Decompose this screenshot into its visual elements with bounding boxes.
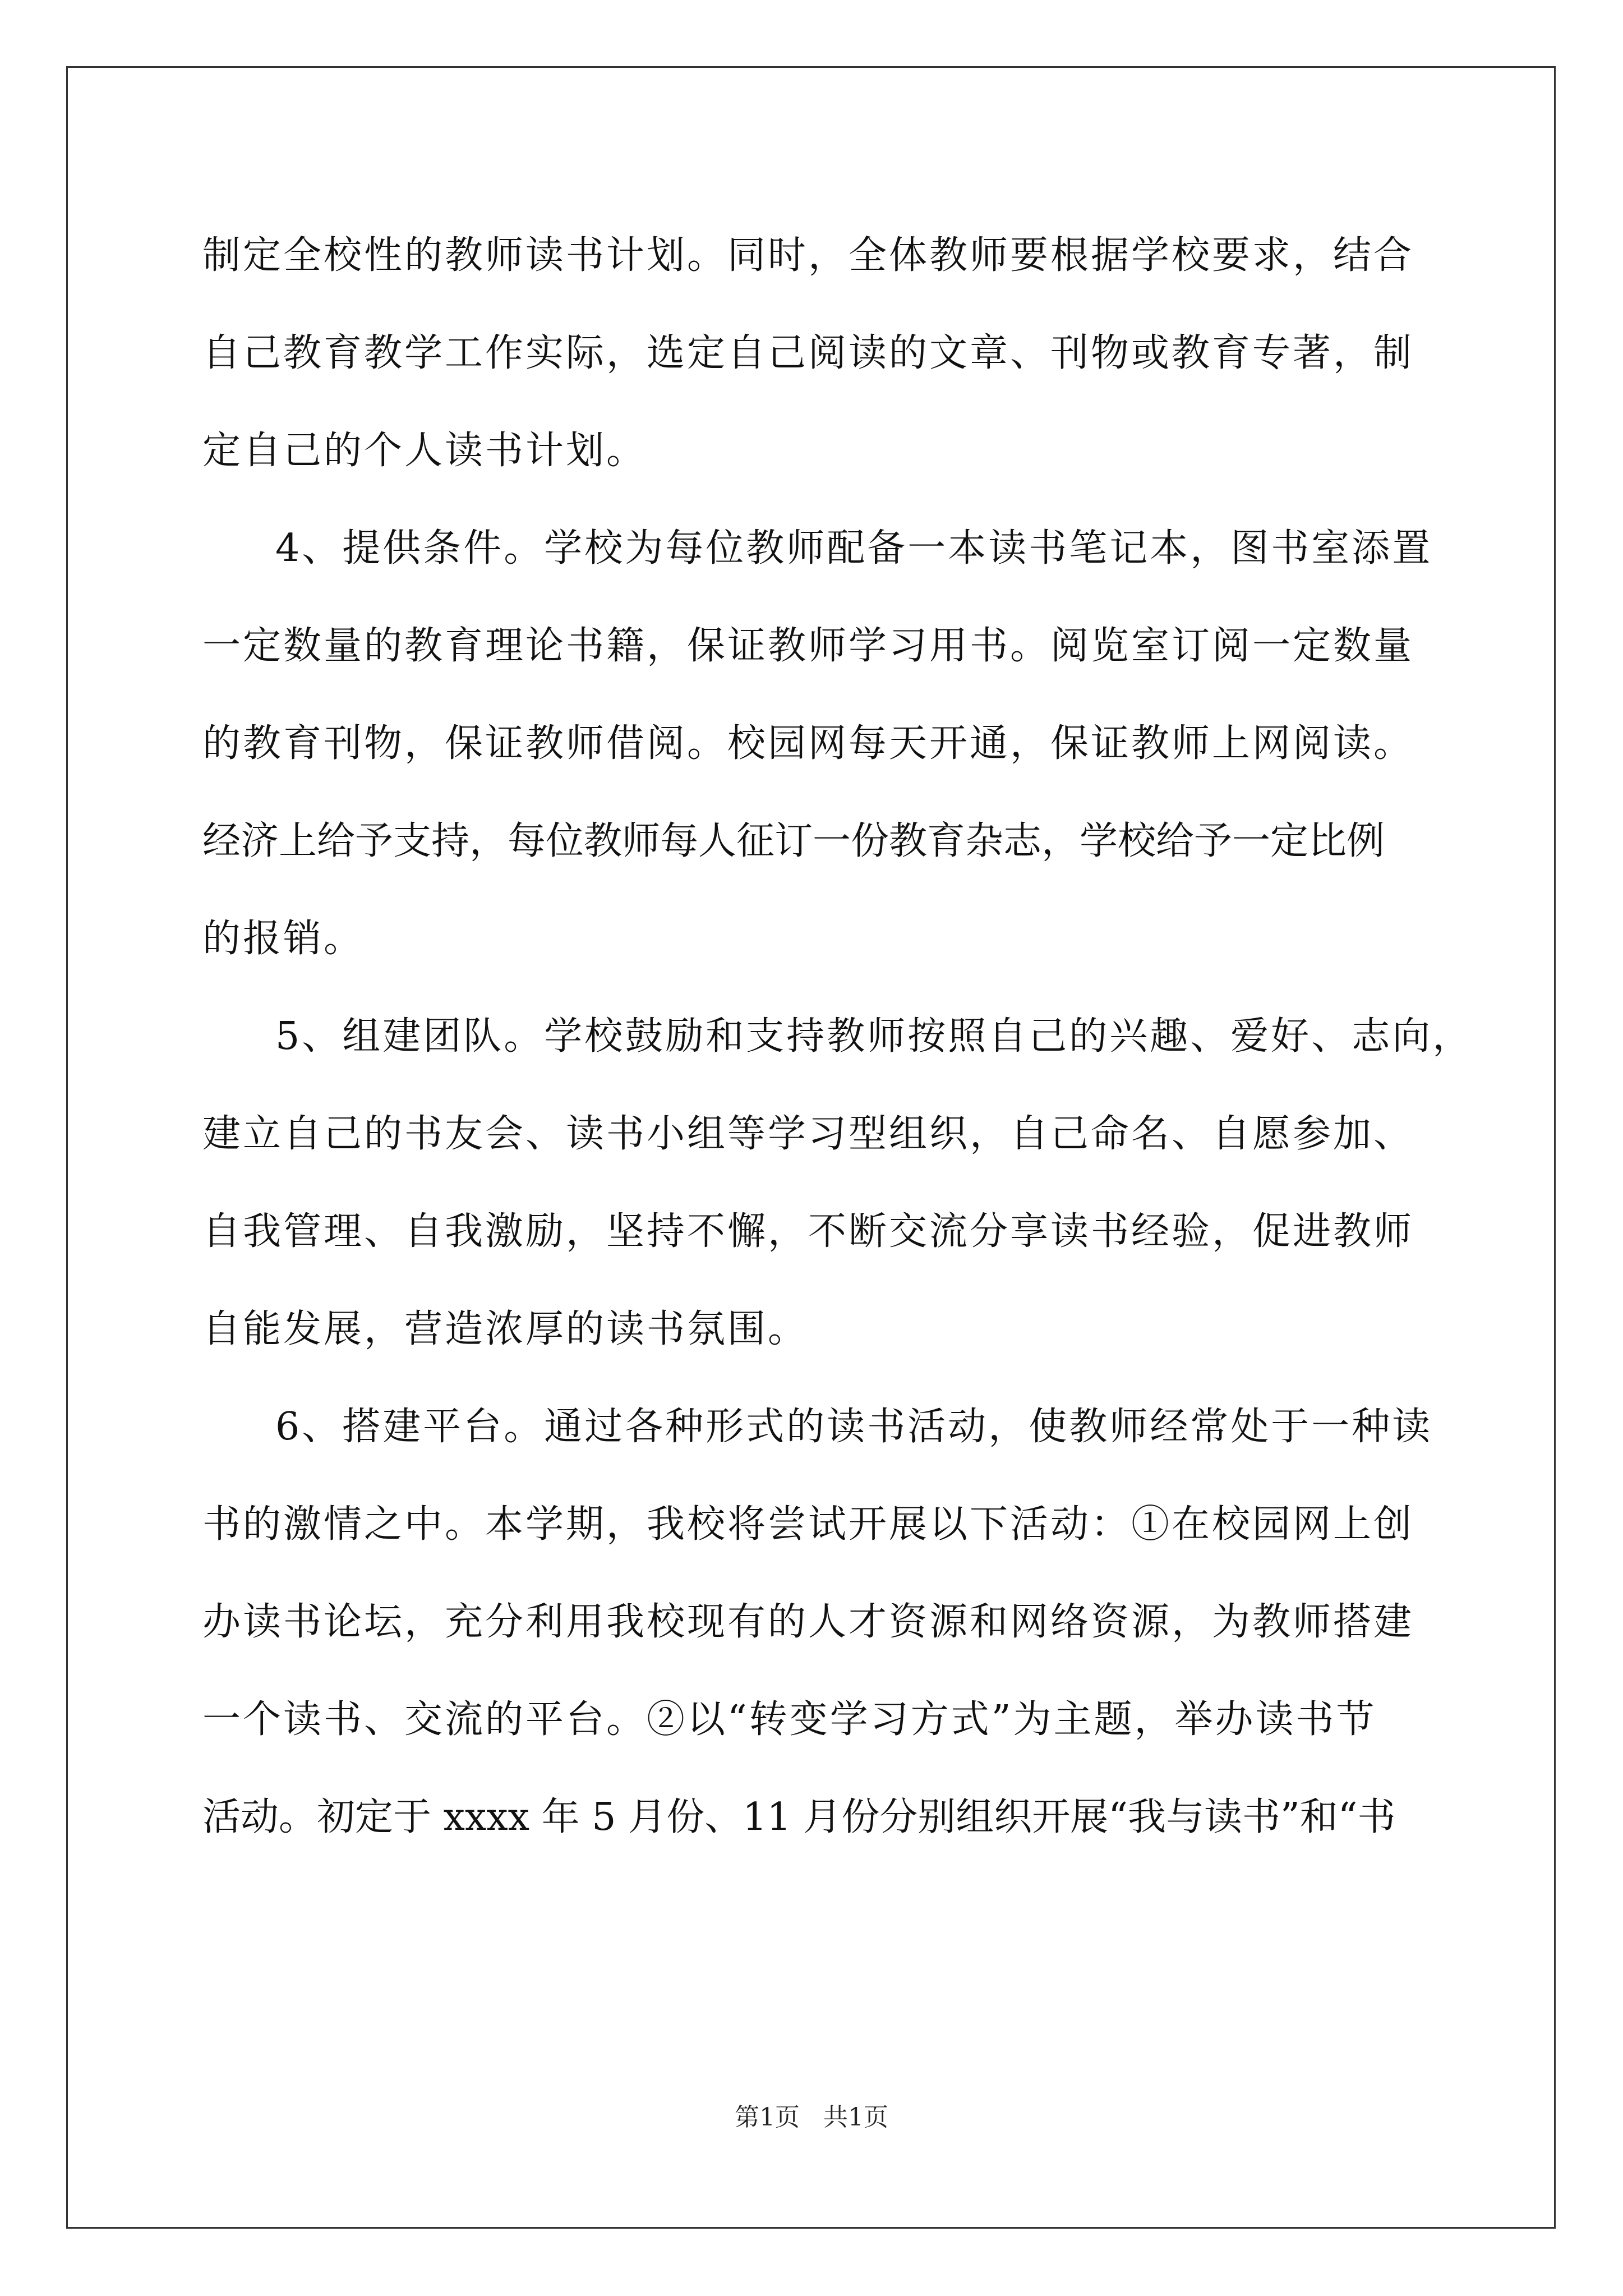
- text-line: 自能发展，营造浓厚的读书氛围。: [202, 1307, 809, 1351]
- paragraph-6-start: 6、搭建平台。通过各种形式的读书活动，使教师经常处于一种读: [275, 1405, 1433, 1449]
- text-line: 活动。初定于 xxxx 年 5 月份、11 月份分别组织开展“我与读书”和“书: [202, 1795, 1396, 1839]
- text-line: 自我管理、自我激励，坚持不懈，不断交流分享读书经验，促进教师: [202, 1209, 1414, 1254]
- page-number-footer: 第1页 共1页: [735, 2103, 888, 2132]
- text-line: 建立自己的书友会、读书小组等学习型组织，自己命名、自愿参加、: [202, 1112, 1414, 1156]
- text-line: 的报销。: [202, 917, 365, 961]
- text-line: 的教育刊物，保证教师借阅。校园网每天开通，保证教师上网阅读。: [202, 721, 1414, 766]
- text-line: 制定全校性的教师读书计划。同时，全体教师要根据学校要求，结合: [202, 233, 1414, 278]
- text-line: 定自己的个人读书计划。: [202, 429, 647, 473]
- text-line: 办读书论坛，充分利用我校现有的人才资源和网络资源，为教师搭建: [202, 1600, 1414, 1644]
- text-line: 书的激情之中。本学期，我校将尝试开展以下活动：①在校园网上创: [202, 1502, 1414, 1547]
- text-line: 一个读书、交流的平台。②以“转变学习方式”为主题，举办读书节: [202, 1697, 1377, 1742]
- text-line: 一定数量的教育理论书籍，保证教师学习用书。阅览室订阅一定数量: [202, 624, 1414, 668]
- text-line: 自己教育教学工作实际，选定自己阅读的文章、刊物或教育专著，制: [202, 331, 1414, 375]
- paragraph-5-start: 5、组建团队。学校鼓励和支持教师按照自己的兴趣、爱好、志向，: [275, 1014, 1473, 1059]
- paragraph-4-start: 4、提供条件。学校为每位教师配备一本读书笔记本，图书室添置: [275, 526, 1433, 570]
- text-line: 经济上给予支持，每位教师每人征订一份教育杂志，学校给予一定比例: [202, 819, 1385, 863]
